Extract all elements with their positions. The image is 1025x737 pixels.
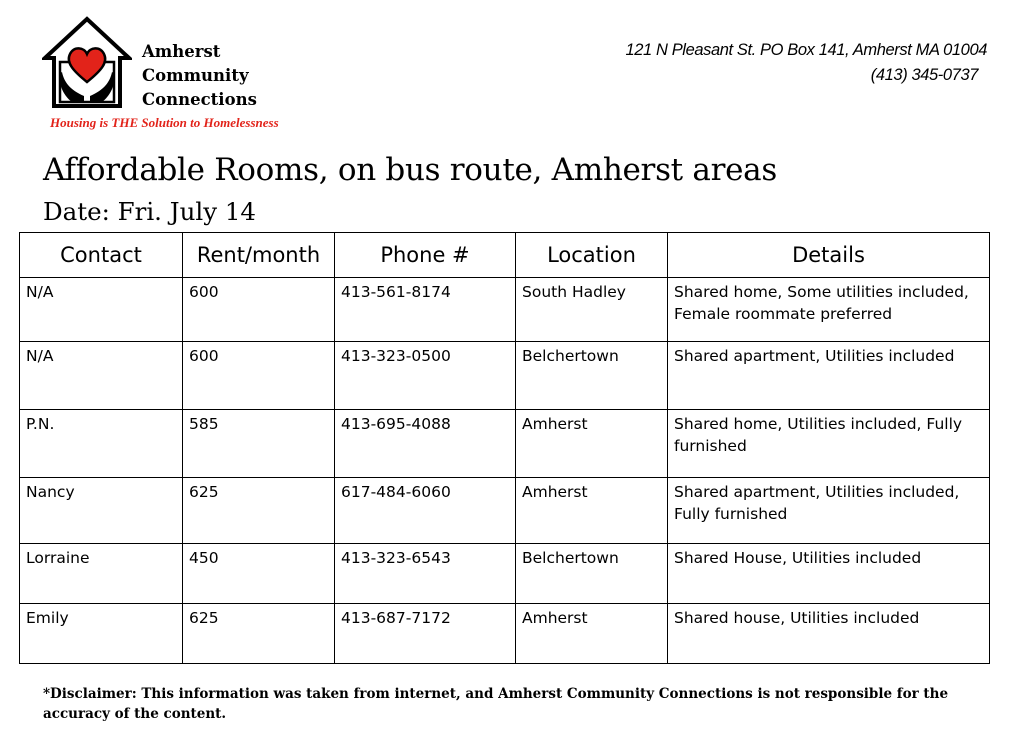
table-row bbox=[20, 604, 990, 664]
column-header-rent: Rent/month bbox=[183, 233, 335, 278]
cell-location: South Hadley bbox=[516, 278, 668, 342]
table-row bbox=[20, 278, 990, 342]
cell-rent: 625 bbox=[183, 604, 335, 664]
cell-rent: 625 bbox=[183, 478, 335, 544]
cell-phone: 413-695-4088 bbox=[335, 410, 516, 478]
cell-location: Belchertown bbox=[516, 544, 668, 604]
house-heart-hands-icon bbox=[42, 16, 132, 110]
cell-phone: 617-484-6060 bbox=[335, 478, 516, 544]
tagline: Housing is THE Solution to Homelessness bbox=[50, 115, 279, 130]
cell-rent: 585 bbox=[183, 410, 335, 478]
cell-contact: Lorraine bbox=[20, 544, 183, 604]
table-row bbox=[20, 478, 990, 544]
disclaimer: *Disclaimer: This information was taken from internet, and Amherst Community Connections is not responsible for the accuracy of the content. bbox=[43, 686, 949, 722]
table-row bbox=[20, 544, 990, 604]
cell-details: Shared apartment, Utilities included, Fully furnished bbox=[668, 478, 990, 544]
cell-location: Amherst bbox=[516, 604, 668, 664]
cell-rent: 600 bbox=[183, 278, 335, 342]
cell-location: Amherst bbox=[516, 410, 668, 478]
cell-contact: P.N. bbox=[20, 410, 183, 478]
page-title: Affordable Rooms, on bus route, Amherst areas bbox=[43, 152, 777, 188]
cell-contact: Emily bbox=[20, 604, 183, 664]
column-header-location: Location bbox=[516, 233, 668, 278]
cell-phone: 413-561-8174 bbox=[335, 278, 516, 342]
cell-details: Shared House, Utilities included bbox=[668, 544, 990, 604]
cell-rent: 600 bbox=[183, 342, 335, 410]
cell-phone: 413-323-0500 bbox=[335, 342, 516, 410]
address-line: 121 N Pleasant St. PO Box 141, Amherst MA 01004 bbox=[625, 41, 987, 59]
org-name: Amherst Community Connections bbox=[142, 42, 257, 109]
cell-details: Shared apartment, Utilities included bbox=[668, 342, 990, 410]
table-header-row bbox=[20, 233, 990, 278]
cell-details: Shared home, Some utilities included, Female roommate preferred bbox=[668, 278, 990, 342]
page-date: Date: Fri. July 14 bbox=[43, 197, 256, 226]
column-header-details: Details bbox=[668, 233, 990, 278]
cell-phone: 413-687-7172 bbox=[335, 604, 516, 664]
phone-line: (413) 345-0737 bbox=[870, 66, 978, 84]
cell-location: Amherst bbox=[516, 478, 668, 544]
cell-phone: 413-323-6543 bbox=[335, 544, 516, 604]
cell-details: Shared home, Utilities included, Fully furnished bbox=[668, 410, 990, 478]
cell-details: Shared house, Utilities included bbox=[668, 604, 990, 664]
cell-contact: Nancy bbox=[20, 478, 183, 544]
cell-rent: 450 bbox=[183, 544, 335, 604]
column-header-contact: Contact bbox=[20, 233, 183, 278]
table-row bbox=[20, 342, 990, 410]
cell-location: Belchertown bbox=[516, 342, 668, 410]
cell-contact: N/A bbox=[20, 342, 183, 410]
contact-address-block bbox=[625, 38, 987, 88]
listings-table bbox=[19, 232, 990, 664]
cell-contact: N/A bbox=[20, 278, 183, 342]
table-row bbox=[20, 410, 990, 478]
org-logo bbox=[38, 12, 308, 134]
column-header-phone: Phone # bbox=[335, 233, 516, 278]
